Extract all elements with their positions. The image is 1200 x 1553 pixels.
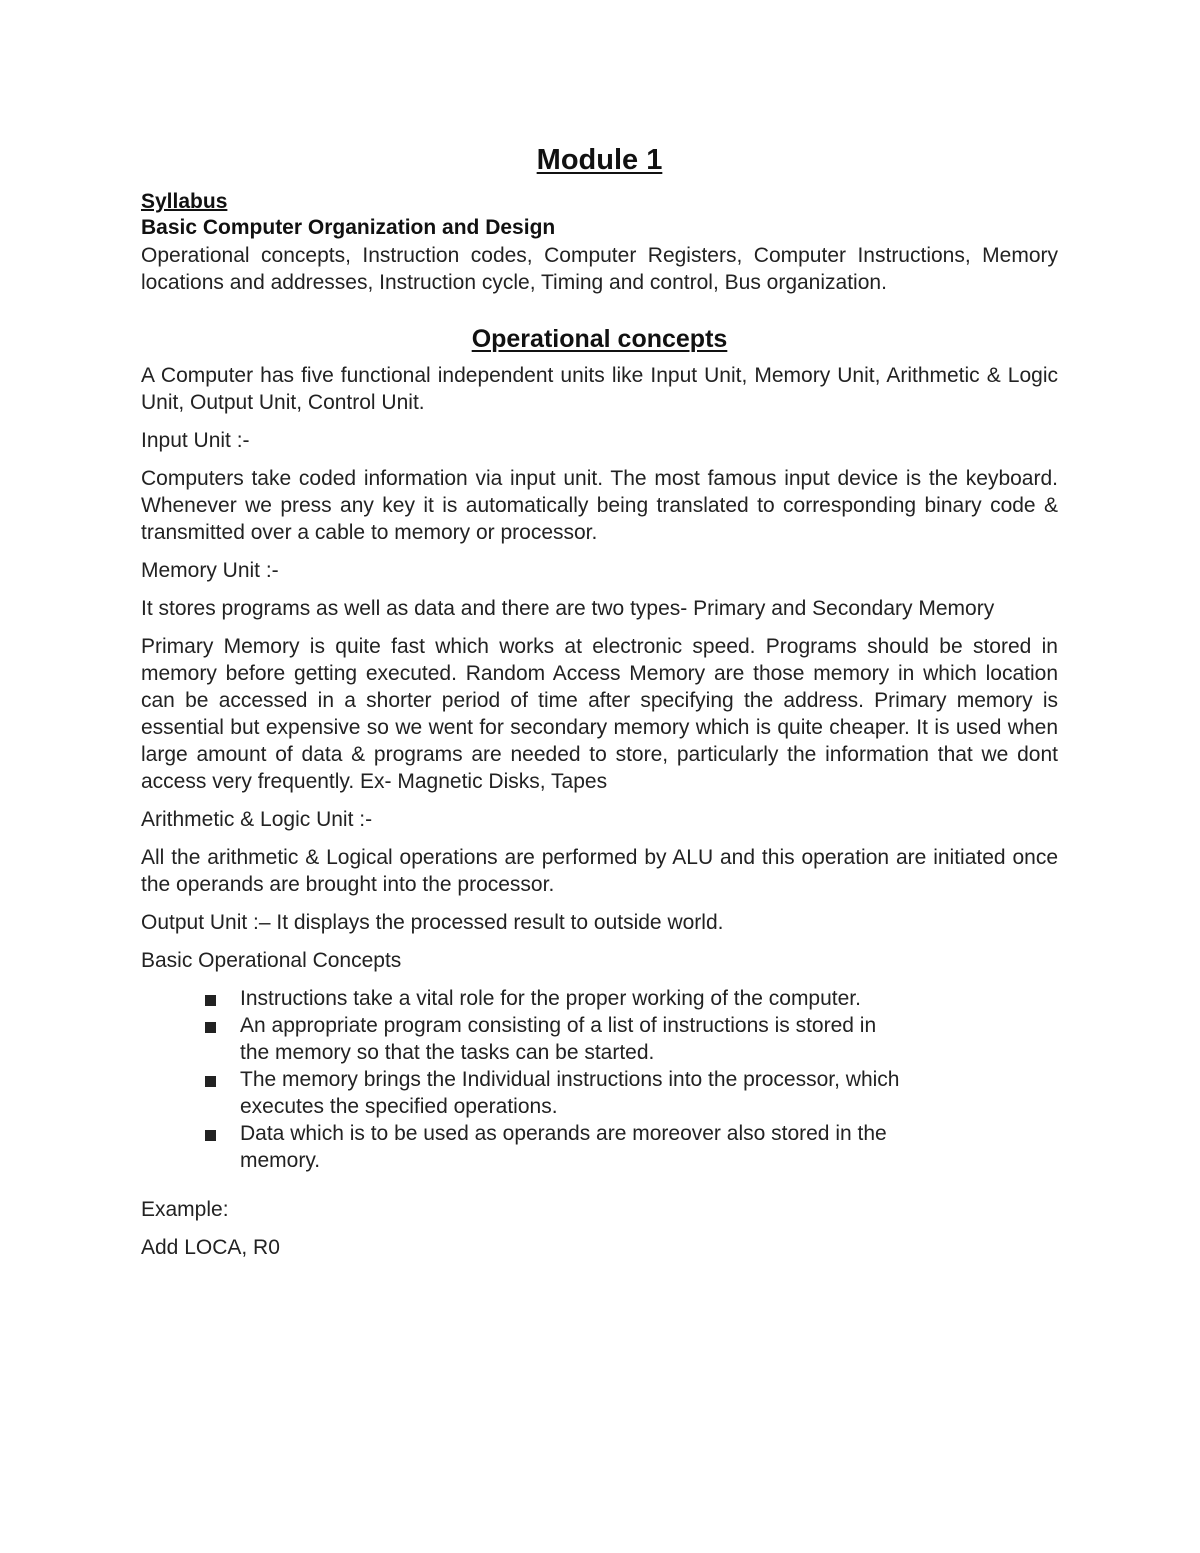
intro-paragraph: A Computer has five functional independent units like Input Unit, Memory Unit, Arithmetic & Logic Unit, Output Unit, Control Unit. bbox=[141, 364, 1058, 414]
alu-label: Arithmetic & Logic Unit :- bbox=[141, 808, 373, 831]
syllabus-label: Syllabus bbox=[141, 190, 228, 213]
memory-unit-label: Memory Unit :- bbox=[141, 559, 279, 582]
course-title: Basic Computer Organization and Design bbox=[141, 216, 556, 239]
example-code: Add LOCA, R0 bbox=[141, 1236, 280, 1259]
module-title: Module 1 bbox=[536, 144, 663, 176]
output-unit-text: Output Unit :– It displays the processed result to outside world. bbox=[141, 911, 724, 934]
document-page bbox=[141, 140, 1058, 1272]
primary-memory-text: Primary Memory is quite fast which works at electronic speed. Programs should be stored in memory before getting executed. Random Access Memory are those memory in which location can be accessed in a shorter period of time after specifying the address. Primary memory is essential but expensive so we went for secondary memory which is quite cheaper. It is used when large amount of data & programs are needed to store, particularly the information that we dont access very frequently. Ex- Magnetic Disks, Tapes bbox=[141, 635, 1058, 793]
input-unit-label: Input Unit :- bbox=[141, 429, 250, 452]
square-bullet-icon bbox=[205, 1022, 216, 1033]
square-bullet-icon bbox=[205, 995, 216, 1006]
basic-concepts-label: Basic Operational Concepts bbox=[141, 949, 402, 972]
syllabus-text: Operational concepts, Instruction codes, Computer Registers, Computer Instructions, Memory locations and addresses, Instruction cycle, Timing and control, Bus organization. bbox=[141, 244, 1058, 294]
square-bullet-icon bbox=[205, 1076, 216, 1087]
list-item bbox=[141, 1012, 900, 1066]
example-label: Example: bbox=[141, 1198, 229, 1221]
alu-text: All the arithmetic & Logical operations are performed by ALU and this operation are initiated once the operands are brought into the processor. bbox=[141, 846, 1058, 896]
list-item bbox=[141, 985, 900, 1012]
list-item-text: The memory brings the Individual instructions into the processor, which executes the specified operations. bbox=[240, 1068, 900, 1118]
section-title: Operational concepts bbox=[471, 325, 728, 353]
list-item bbox=[141, 1120, 900, 1174]
list-item bbox=[141, 1066, 900, 1120]
basic-concepts-list bbox=[141, 985, 1058, 1174]
list-item-text: An appropriate program consisting of a list of instructions is stored in the memory so that the tasks can be started. bbox=[240, 1014, 877, 1064]
memory-unit-text: It stores programs as well as data and there are two types- Primary and Secondary Memory bbox=[141, 597, 995, 620]
square-bullet-icon bbox=[205, 1130, 216, 1141]
input-unit-text: Computers take coded information via input unit. The most famous input device is the keyboard. Whenever we press any key it is automatically being translated to corresponding binary code & transmitted over a cable to memory or processor. bbox=[141, 467, 1058, 544]
list-item-text: Data which is to be used as operands are moreover also stored in the memory. bbox=[240, 1122, 887, 1172]
list-item-text: Instructions take a vital role for the proper working of the computer. bbox=[240, 987, 861, 1010]
